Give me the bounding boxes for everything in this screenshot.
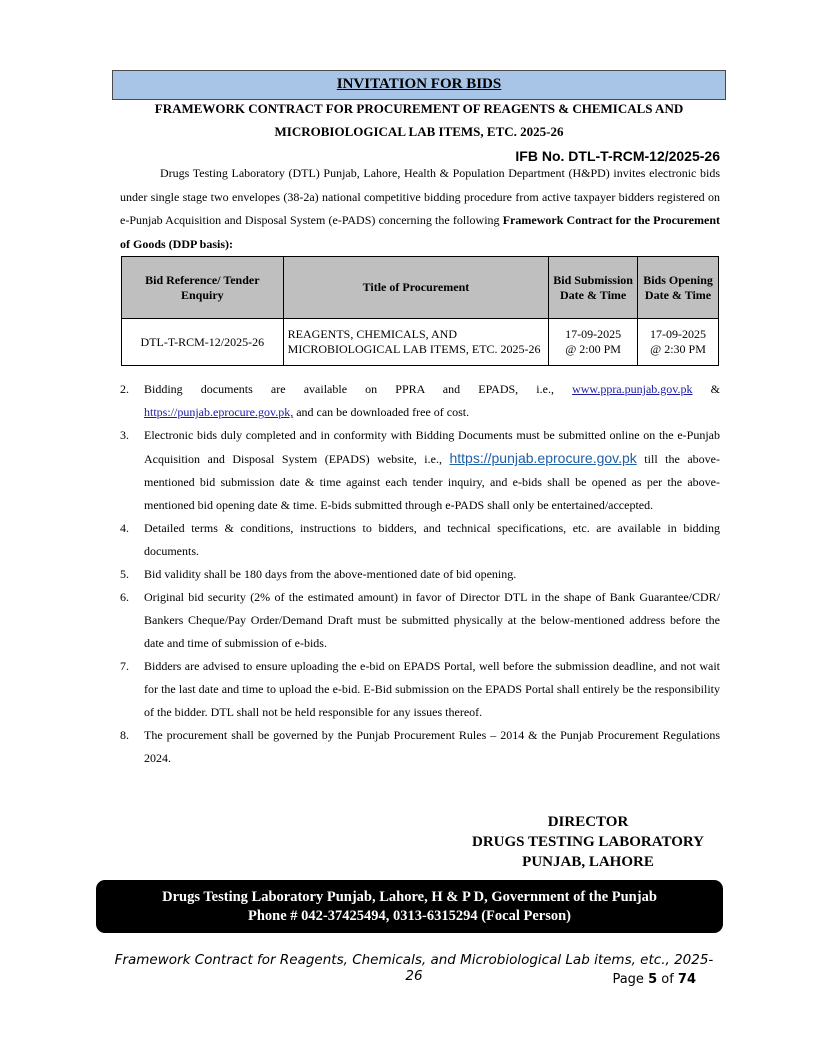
subtitle-line-1: FRAMEWORK CONTRACT FOR PROCUREMENT OF REAGENTS & CHEMICALS AND xyxy=(154,101,684,116)
contact-organization: Drugs Testing Laboratory Punjab, Lahore, H & P D, Government of the Punjab xyxy=(162,889,657,905)
list-item xyxy=(120,724,720,770)
item-text: The procurement shall be governed by the Punjab Procurement Rules – 2014 & the Punjab Procurement Regulations 2024. xyxy=(144,728,720,765)
terms-list xyxy=(120,378,720,770)
document-caption: Framework Contract for Reagents, Chemicals, and Microbiological Lab items, etc., 2025-26 xyxy=(114,952,714,984)
ifb-number: IFB No. DTL-T-RCM-12/2025-26 xyxy=(515,148,720,164)
list-item xyxy=(120,655,720,724)
item-number: 6. xyxy=(120,590,129,604)
submission-date: 17-09-2025 xyxy=(565,327,622,341)
page-number xyxy=(560,972,696,987)
item-text: Bid validity shall be 180 days from the above-mentioned date of bid opening. xyxy=(144,567,517,581)
item-text: & xyxy=(692,382,720,396)
header-title-of-procurement: Title of Procurement xyxy=(283,257,549,319)
signature-location: PUNJAB, LAHORE xyxy=(522,854,654,870)
item-number: 4. xyxy=(120,521,129,535)
item-text: till the above-mentioned bid submission date & time against each tender inquiry, and e-bids shall be opened as per the above-mentioned bid opening date & time. E-bids submitted through e-PADS shall only be entertained/accepted. xyxy=(144,452,720,512)
cell-reference: DTL-T-RCM-12/2025-26 xyxy=(122,319,284,366)
table-header-row xyxy=(122,257,719,319)
item-number: 3. xyxy=(120,428,129,442)
intro-bold-text: Framework Contract for the Procurement of Goods (DDP basis): xyxy=(120,213,720,251)
intro-text: Drugs Testing Laboratory (DTL) Punjab, Lahore, Health & Population Department (H&PD) invites electronic bids under single stage two envelopes (38-2a) national competitive bidding procedure from active taxpayer bidders registered on e-Punjab Acquisition and Disposal System (e-PADS) concerning the following xyxy=(120,166,720,227)
item-number: 7. xyxy=(120,659,129,673)
item-text: and can be downloaded free of cost. xyxy=(293,405,470,419)
invitation-title: INVITATION FOR BIDS xyxy=(112,70,726,100)
list-item xyxy=(120,586,720,655)
ppra-link[interactable]: www.ppra.punjab.gov.pk xyxy=(572,382,693,396)
subtitle-line-2: MICROBIOLOGICAL LAB ITEMS, ETC. 2025-26 xyxy=(274,124,564,139)
item-number: 2. xyxy=(120,382,129,396)
list-item xyxy=(120,517,720,563)
cell-submission xyxy=(549,319,638,366)
item-text: Electronic bids duly completed and in conformity with Bidding Documents must be submitted online on the e-Punjab Acquisition and Disposal System (EPADS) website, i.e., xyxy=(144,428,720,466)
opening-date: 17-09-2025 xyxy=(650,327,707,341)
item-text: Bidding documents are available on PPRA and EPADS, i.e., xyxy=(144,382,573,396)
bids-table xyxy=(121,256,719,366)
list-item xyxy=(120,378,720,424)
header-bid-submission: Bid Submission Date & Time xyxy=(549,257,638,319)
page-current: 5 xyxy=(648,972,658,987)
item-number: 8. xyxy=(120,728,129,742)
page-prefix: Page xyxy=(612,972,649,987)
submission-time: @ 2:00 PM xyxy=(565,342,621,356)
list-item xyxy=(120,424,720,517)
signature-block xyxy=(440,812,736,872)
epads-link[interactable]: https://punjab.eprocure.gov.pk xyxy=(449,450,637,466)
cell-opening xyxy=(638,319,719,366)
contact-footer-box xyxy=(96,880,723,933)
eprocure-link[interactable]: https://punjab.eprocure.gov.pk, xyxy=(144,405,294,419)
page-total: 74 xyxy=(677,972,696,987)
contact-phone: Phone # 042-37425494, 0313-6315294 (Focal Person) xyxy=(248,908,571,924)
item-number: 5. xyxy=(120,567,129,581)
signature-organization: DRUGS TESTING LABORATORY xyxy=(471,834,705,850)
cell-title: REAGENTS, CHEMICALS, AND MICROBIOLOGICAL LAB ITEMS, ETC. 2025-26 xyxy=(283,319,549,366)
item-text: Detailed terms & conditions, instructions to bidders, and technical specifications, etc. are available in bidding documents. xyxy=(144,521,720,558)
item-text: Bidders are advised to ensure uploading the e-bid on EPADS Portal, well before the submission deadline, and not wait for the last date and time to upload the e-bid. E-Bid submission on the EPADS Portal shall entirely be the responsibility of the bidder. DTL shall not be held responsible for any issues thereof. xyxy=(144,659,720,719)
intro-paragraph xyxy=(120,162,720,256)
signature-title: DIRECTOR xyxy=(547,814,629,830)
header-bids-opening: Bids Opening Date & Time xyxy=(638,257,719,319)
item-text: Original bid security (2% of the estimated amount) in favor of Director DTL in the shape of Bank Guarantee/CDR/ Bankers Cheque/Pay Order/Demand Draft must be submitted physically at the below-mentioned address before the date and time of submission of e-bids. xyxy=(144,590,720,650)
page-mid: of xyxy=(657,972,678,987)
opening-time: @ 2:30 PM xyxy=(650,342,706,356)
table-row xyxy=(122,319,719,366)
list-item xyxy=(120,563,720,586)
header-bid-reference: Bid Reference/ Tender Enquiry xyxy=(122,257,284,319)
